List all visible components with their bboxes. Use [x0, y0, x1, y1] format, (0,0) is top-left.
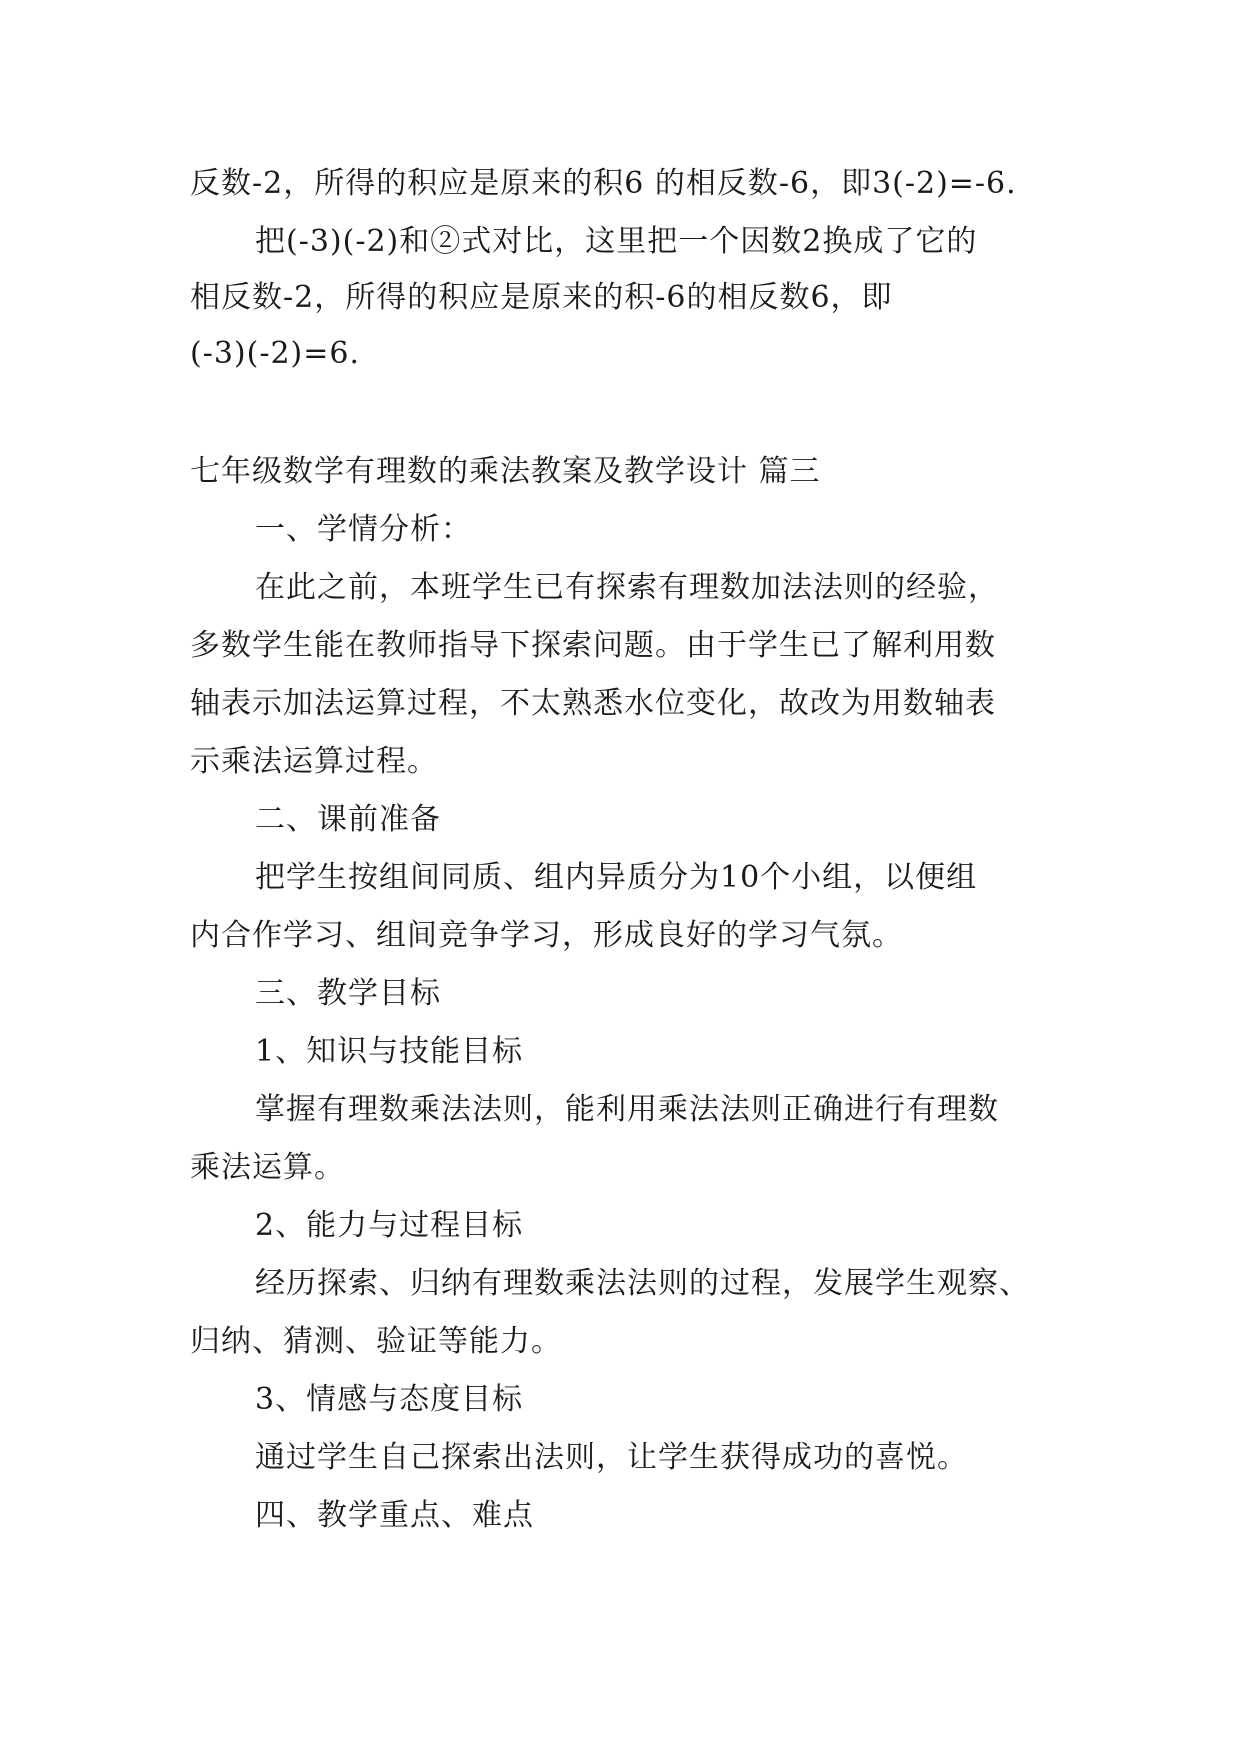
subheading: 1、知识与技能目标 [255, 1034, 524, 1069]
text-line: 轴表示加法运算过程，不太熟悉水位变化，故改为用数轴表 [190, 686, 996, 721]
text-line: 多数学生能在教师指导下探索问题。由于学生已了解利用数 [190, 628, 996, 663]
subheading: 四、教学重点、难点 [255, 1498, 534, 1533]
text-line: 示乘法运算过程。 [190, 744, 438, 779]
text-line: 内合作学习、组间竞争学习，形成良好的学习气氛。 [190, 918, 903, 953]
subheading: 3、情感与态度目标 [255, 1382, 524, 1417]
text-line: 反数-2，所得的积应是原来的积6 的相反数-6，即3(-2)=-6. [190, 166, 1017, 201]
text-line: 通过学生自己探索出法则，让学生获得成功的喜悦。 [255, 1440, 968, 1475]
subheading: 一、学情分析： [255, 512, 472, 547]
text-line: 经历探索、归纳有理数乘法法则的过程，发展学生观察、 [255, 1266, 1030, 1301]
text-line: (-3)(-2)=6. [190, 336, 361, 371]
text-line: 相反数-2，所得的积应是原来的积-6的相反数6，即 [190, 280, 893, 315]
text-line: 把(-3)(-2)和②式对比，这里把一个因数2换成了它的 [255, 224, 978, 259]
subheading: 二、课前准备 [255, 802, 441, 837]
section-heading: 七年级数学有理数的乘法教案及教学设计 篇三 [190, 454, 821, 489]
subheading: 三、教学目标 [255, 976, 441, 1011]
text-line: 掌握有理数乘法法则，能利用乘法法则正确进行有理数 [255, 1092, 999, 1127]
text-line: 在此之前，本班学生已有探索有理数加法法则的经验， [255, 570, 999, 605]
subheading: 2、能力与过程目标 [255, 1208, 524, 1243]
text-line: 归纳、猜测、验证等能力。 [190, 1324, 562, 1359]
text-line: 把学生按组间同质、组内异质分为10个小组，以便组 [255, 860, 978, 895]
text-line: 乘法运算。 [190, 1150, 345, 1185]
